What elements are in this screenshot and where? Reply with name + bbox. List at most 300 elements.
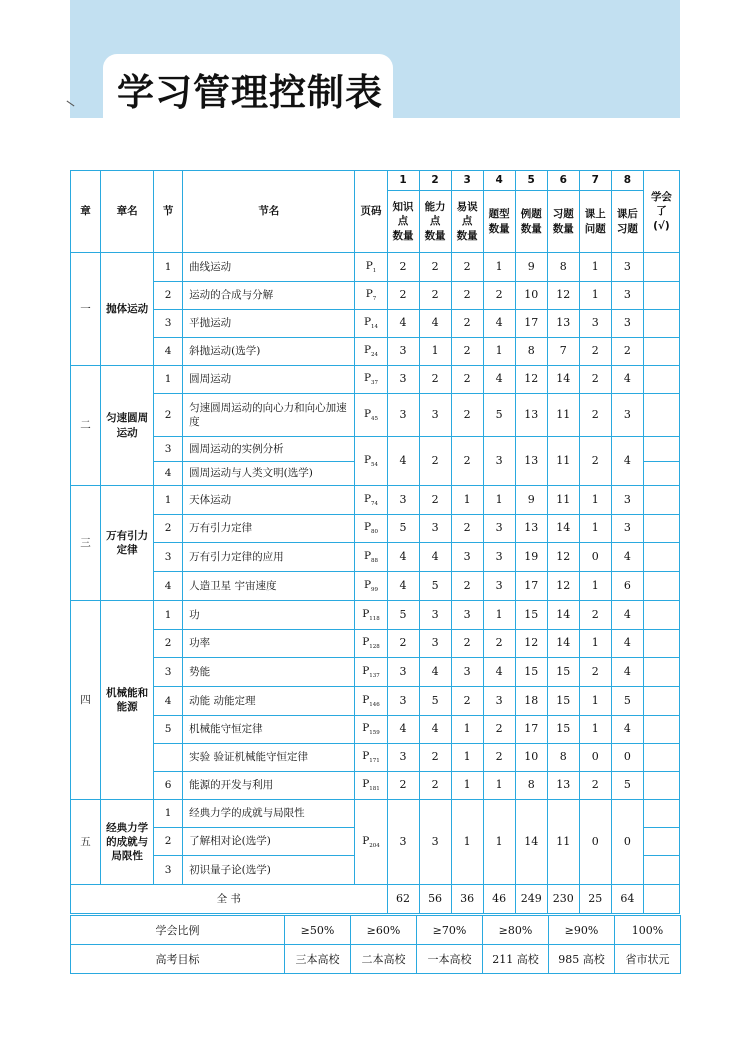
totals-cell: 36 — [451, 885, 483, 914]
page-prefix: P — [363, 549, 372, 562]
count-cell: 4 — [387, 437, 419, 486]
totals-cell: 25 — [579, 885, 611, 914]
count-cell: 14 — [515, 800, 547, 885]
count-cell: 5 — [483, 394, 515, 437]
learned-check-cell — [643, 394, 679, 437]
totals-cell: 64 — [611, 885, 643, 914]
learned-check-cell — [643, 856, 679, 885]
count-cell: 0 — [579, 800, 611, 885]
section-name: 天体运动 — [183, 486, 355, 515]
learned-check-cell — [643, 601, 679, 630]
count-cell: 1 — [483, 486, 515, 515]
header-col-label-line: 数量 — [392, 229, 414, 242]
learned-check-cell — [643, 716, 679, 744]
header-col-label-line: 点 — [397, 215, 409, 228]
count-cell: 1 — [579, 282, 611, 310]
header-col-label — [419, 191, 451, 253]
section-number: 3 — [154, 437, 183, 462]
count-cell: 4 — [419, 543, 451, 572]
page-subscript: 45 — [371, 415, 379, 422]
header-col-label-line: 习题 — [616, 222, 638, 235]
target-cell: 三本高校 — [285, 945, 351, 974]
count-cell: 4 — [419, 658, 451, 687]
count-cell: 2 — [483, 744, 515, 772]
section-name: 斜抛运动(选学) — [183, 338, 355, 366]
count-cell: 3 — [387, 338, 419, 366]
section-number — [154, 744, 183, 772]
ratio-cell: ≥60% — [351, 916, 417, 945]
page-subscript: 137 — [369, 672, 380, 679]
section-name: 功率 — [183, 630, 355, 658]
header-col-label — [387, 191, 419, 253]
header-col-label-line: 易误 — [456, 201, 478, 214]
header-col-number: 4 — [483, 171, 515, 191]
count-cell: 6 — [611, 572, 643, 601]
ratio-cell: ≥90% — [549, 916, 615, 945]
section-name: 平抛运动 — [183, 310, 355, 338]
count-cell: 2 — [451, 366, 483, 394]
count-cell: 3 — [451, 601, 483, 630]
chapter-name: 万有引力定律 — [101, 486, 154, 601]
header-learned — [643, 171, 679, 253]
count-cell: 17 — [515, 310, 547, 338]
page-prefix: P — [362, 778, 370, 791]
page-prefix: P — [363, 372, 372, 385]
count-cell: 17 — [515, 716, 547, 744]
count-cell: 0 — [611, 744, 643, 772]
count-cell: 14 — [547, 630, 579, 658]
count-cell: 7 — [547, 338, 579, 366]
chapter-number: 三 — [71, 486, 101, 601]
count-cell: 4 — [483, 310, 515, 338]
header-col-label-line: 课后 — [616, 208, 638, 221]
count-cell: 2 — [451, 572, 483, 601]
count-cell: 5 — [611, 772, 643, 800]
count-cell: 2 — [419, 366, 451, 394]
totals-label: 全 书 — [71, 885, 388, 914]
header-col-label-line: 数量 — [488, 222, 510, 235]
count-cell: 4 — [611, 437, 643, 486]
section-name: 动能 动能定理 — [183, 687, 355, 716]
learned-check-cell — [643, 687, 679, 716]
count-cell: 3 — [611, 310, 643, 338]
count-cell: 14 — [547, 366, 579, 394]
target-cell: 985 高校 — [549, 945, 615, 974]
count-cell: 3 — [611, 282, 643, 310]
page-subscript: 74 — [371, 500, 379, 507]
count-cell: 5 — [611, 687, 643, 716]
header-learned-line: 了 — [656, 205, 667, 218]
page-prefix: P — [362, 750, 370, 763]
section-name: 圆周运动的实例分析 — [183, 437, 355, 462]
section-name: 机械能守恒定律 — [183, 716, 355, 744]
header-page: 页码 — [355, 171, 387, 253]
count-cell: 1 — [451, 716, 483, 744]
count-cell: 1 — [451, 486, 483, 515]
learned-check-cell — [643, 366, 679, 394]
count-cell: 2 — [419, 772, 451, 800]
section-number: 2 — [154, 828, 183, 856]
header-learned-line: (√) — [653, 219, 670, 232]
count-cell: 2 — [483, 716, 515, 744]
section-number: 3 — [154, 543, 183, 572]
page-prefix: P — [363, 492, 372, 505]
section-number: 1 — [154, 366, 183, 394]
page-prefix: P — [362, 607, 370, 620]
page-prefix: P — [362, 693, 370, 706]
page-subscript: 80 — [371, 529, 379, 536]
chapter-number: 二 — [71, 366, 101, 486]
page-number — [355, 310, 387, 338]
target-cell: 211 高校 — [483, 945, 549, 974]
page-number — [355, 486, 387, 515]
header-col-label-line: 数量 — [520, 222, 542, 235]
page-subscript: 118 — [369, 615, 380, 622]
header-col-number: 6 — [547, 171, 579, 191]
page-title: 学习管理控制表 — [117, 71, 383, 114]
count-cell: 0 — [579, 543, 611, 572]
count-cell: 3 — [419, 800, 451, 885]
header-col-label-line: 知识 — [392, 201, 414, 214]
count-cell: 8 — [515, 338, 547, 366]
chapter-number: 一 — [71, 253, 101, 366]
count-cell: 2 — [419, 744, 451, 772]
count-cell: 3 — [451, 658, 483, 687]
count-cell: 4 — [387, 310, 419, 338]
count-cell: 4 — [611, 658, 643, 687]
page-subscript: 1 — [372, 267, 377, 274]
count-cell: 3 — [419, 394, 451, 437]
count-cell: 13 — [515, 394, 547, 437]
page-number — [355, 282, 387, 310]
header-col-label-line: 问题 — [584, 222, 606, 235]
section-name: 匀速圆周运动的向心力和向心加速度 — [183, 394, 355, 437]
ratio-label: 学会比例 — [71, 916, 285, 945]
page-number — [355, 543, 387, 572]
count-cell: 4 — [483, 658, 515, 687]
count-cell: 0 — [579, 744, 611, 772]
section-name: 圆周运动 — [183, 366, 355, 394]
header-col-label — [515, 191, 547, 253]
target-cell: 二本高校 — [351, 945, 417, 974]
count-cell: 15 — [547, 716, 579, 744]
count-cell: 13 — [547, 310, 579, 338]
section-name: 初识量子论(选学) — [183, 856, 355, 885]
count-cell: 2 — [579, 601, 611, 630]
count-cell: 13 — [547, 772, 579, 800]
count-cell: 12 — [515, 630, 547, 658]
count-cell: 8 — [515, 772, 547, 800]
section-number: 3 — [154, 658, 183, 687]
chapter-name: 机械能和能源 — [101, 601, 154, 800]
chapter-name: 匀速圆周运动 — [101, 366, 154, 486]
header-section-name: 节名 — [183, 171, 355, 253]
header-chapter-name: 章名 — [101, 171, 154, 253]
section-number: 5 — [154, 716, 183, 744]
section-name: 万有引力定律 — [183, 515, 355, 543]
learned-check-cell — [643, 744, 679, 772]
page-prefix: P — [362, 664, 370, 677]
page-prefix: P — [362, 636, 370, 649]
page-number — [355, 338, 387, 366]
count-cell: 1 — [483, 800, 515, 885]
page-number — [355, 658, 387, 687]
count-cell: 2 — [451, 437, 483, 486]
page-number — [355, 630, 387, 658]
count-cell: 5 — [419, 572, 451, 601]
section-number: 3 — [154, 310, 183, 338]
page-subscript: 159 — [369, 730, 380, 737]
page-subscript: 24 — [371, 352, 379, 359]
totals-cell: 230 — [547, 885, 579, 914]
learned-check-cell — [643, 486, 679, 515]
count-cell: 2 — [451, 310, 483, 338]
chapter-number: 五 — [71, 800, 101, 885]
header-col-number: 2 — [419, 171, 451, 191]
section-name: 人造卫星 宇宙速度 — [183, 572, 355, 601]
ratio-cell: ≥80% — [483, 916, 549, 945]
count-cell: 11 — [547, 486, 579, 515]
count-cell: 14 — [547, 601, 579, 630]
header-learned-line: 学会 — [650, 191, 672, 204]
ratio-cell: ≥70% — [417, 916, 483, 945]
count-cell: 2 — [451, 394, 483, 437]
count-cell: 1 — [451, 772, 483, 800]
page-subscript: 14 — [371, 324, 379, 331]
page-prefix: P — [365, 259, 373, 272]
page-subscript: 88 — [371, 557, 379, 564]
section-number: 4 — [154, 462, 183, 486]
page-prefix: P — [363, 316, 372, 329]
learned-check-cell — [643, 543, 679, 572]
learned-check-cell — [643, 630, 679, 658]
page-prefix: P — [363, 578, 372, 591]
count-cell: 3 — [483, 543, 515, 572]
page-number — [355, 800, 387, 885]
header-col-label-line: 习题 — [552, 208, 574, 221]
count-cell: 1 — [579, 716, 611, 744]
page-subscript: 181 — [369, 786, 380, 793]
count-cell: 15 — [547, 687, 579, 716]
count-cell: 4 — [611, 543, 643, 572]
ratio-cell: 100% — [615, 916, 681, 945]
header-col-label-line: 题型 — [488, 208, 510, 221]
header-col-label-line: 能力 — [424, 201, 446, 214]
count-cell: 3 — [387, 744, 419, 772]
page-number — [355, 515, 387, 543]
section-number: 1 — [154, 253, 183, 282]
page-number — [355, 744, 387, 772]
count-cell: 13 — [515, 437, 547, 486]
count-cell: 4 — [419, 716, 451, 744]
count-cell: 5 — [387, 601, 419, 630]
section-number: 2 — [154, 515, 183, 543]
page-prefix: P — [363, 453, 372, 466]
learned-check-cell — [643, 572, 679, 601]
learned-check-cell — [643, 253, 679, 282]
page-subscript: 99 — [371, 586, 379, 593]
page-number — [355, 366, 387, 394]
page-number — [355, 253, 387, 282]
count-cell: 3 — [611, 515, 643, 543]
page-subscript: 204 — [369, 842, 380, 849]
header-col-label — [451, 191, 483, 253]
count-cell: 11 — [547, 800, 579, 885]
section-number: 1 — [154, 486, 183, 515]
count-cell: 3 — [451, 543, 483, 572]
count-cell: 1 — [451, 800, 483, 885]
section-name: 曲线运动 — [183, 253, 355, 282]
totals-learned-cell — [643, 885, 679, 914]
count-cell: 4 — [611, 366, 643, 394]
count-cell: 2 — [419, 282, 451, 310]
page-prefix: P — [362, 834, 370, 847]
header-section: 节 — [154, 171, 183, 253]
count-cell: 8 — [547, 744, 579, 772]
page-number — [355, 716, 387, 744]
count-cell: 2 — [387, 772, 419, 800]
learned-check-cell — [643, 282, 679, 310]
count-cell: 3 — [387, 658, 419, 687]
count-cell: 18 — [515, 687, 547, 716]
count-cell: 0 — [611, 800, 643, 885]
header-col-label — [611, 191, 643, 253]
count-cell: 2 — [451, 687, 483, 716]
count-cell: 12 — [547, 282, 579, 310]
totals-cell: 46 — [483, 885, 515, 914]
section-name: 万有引力定律的应用 — [183, 543, 355, 572]
section-name: 经典力学的成就与局限性 — [183, 800, 355, 828]
count-cell: 4 — [611, 630, 643, 658]
count-cell: 9 — [515, 486, 547, 515]
ratio-cell: ≥50% — [285, 916, 351, 945]
totals-cell: 56 — [419, 885, 451, 914]
count-cell: 2 — [451, 515, 483, 543]
count-cell: 12 — [547, 572, 579, 601]
page-subscript: 7 — [372, 296, 377, 303]
section-name: 功 — [183, 601, 355, 630]
count-cell: 2 — [387, 282, 419, 310]
count-cell: 4 — [387, 572, 419, 601]
count-cell: 15 — [547, 658, 579, 687]
count-cell: 3 — [483, 687, 515, 716]
count-cell: 14 — [547, 515, 579, 543]
count-cell: 3 — [483, 572, 515, 601]
learned-check-cell — [643, 828, 679, 856]
count-cell: 1 — [419, 338, 451, 366]
count-cell: 4 — [611, 716, 643, 744]
count-cell: 3 — [387, 800, 419, 885]
header-col-label-line: 课上 — [584, 208, 606, 221]
count-cell: 1 — [579, 486, 611, 515]
section-number: 2 — [154, 394, 183, 437]
count-cell: 3 — [387, 486, 419, 515]
count-cell: 2 — [419, 486, 451, 515]
page-prefix: P — [365, 288, 373, 301]
count-cell: 3 — [611, 486, 643, 515]
count-cell: 11 — [547, 437, 579, 486]
header-col-number: 8 — [611, 171, 643, 191]
count-cell: 1 — [483, 772, 515, 800]
count-cell: 9 — [515, 253, 547, 282]
chapter-number: 四 — [71, 601, 101, 800]
count-cell: 1 — [579, 630, 611, 658]
count-cell: 1 — [483, 338, 515, 366]
header-col-label — [547, 191, 579, 253]
learned-check-cell — [643, 800, 679, 828]
count-cell: 3 — [611, 394, 643, 437]
count-cell: 8 — [547, 253, 579, 282]
study-control-table — [70, 170, 680, 914]
learned-check-cell — [643, 437, 679, 462]
count-cell: 2 — [387, 253, 419, 282]
count-cell: 2 — [579, 394, 611, 437]
section-number: 4 — [154, 338, 183, 366]
chapter-name: 抛体运动 — [101, 253, 154, 366]
count-cell: 12 — [515, 366, 547, 394]
count-cell: 2 — [451, 338, 483, 366]
section-number: 2 — [154, 282, 183, 310]
chapter-name: 经典力学的成就与局限性 — [101, 800, 154, 885]
count-cell: 2 — [483, 630, 515, 658]
page-subscript: 128 — [369, 644, 380, 651]
page-prefix: P — [363, 407, 372, 420]
learned-check-cell — [643, 462, 679, 486]
header-col-label — [483, 191, 515, 253]
count-cell: 17 — [515, 572, 547, 601]
totals-cell: 249 — [515, 885, 547, 914]
page-prefix: P — [362, 722, 370, 735]
count-cell: 15 — [515, 601, 547, 630]
count-cell: 12 — [547, 543, 579, 572]
count-cell: 15 — [515, 658, 547, 687]
section-number: 4 — [154, 572, 183, 601]
count-cell: 2 — [451, 282, 483, 310]
count-cell: 1 — [483, 253, 515, 282]
header-col-label-line: 数量 — [456, 229, 478, 242]
learned-check-cell — [643, 658, 679, 687]
section-name: 了解相对论(选学) — [183, 828, 355, 856]
header-col-label-line: 数量 — [552, 222, 574, 235]
count-cell: 2 — [483, 282, 515, 310]
count-cell: 1 — [451, 744, 483, 772]
count-cell: 2 — [579, 437, 611, 486]
count-cell: 1 — [483, 601, 515, 630]
page-number — [355, 772, 387, 800]
header-col-label-line: 例题 — [520, 208, 542, 221]
section-number: 1 — [154, 601, 183, 630]
target-cell: 一本高校 — [417, 945, 483, 974]
header-col-number: 5 — [515, 171, 547, 191]
count-cell: 11 — [547, 394, 579, 437]
learned-check-cell — [643, 338, 679, 366]
page-number — [355, 687, 387, 716]
section-name: 势能 — [183, 658, 355, 687]
count-cell: 2 — [579, 658, 611, 687]
page-subscript: 171 — [369, 758, 380, 765]
count-cell: 4 — [387, 716, 419, 744]
header-col-label-line: 数量 — [424, 229, 446, 242]
section-name: 运动的合成与分解 — [183, 282, 355, 310]
count-cell: 3 — [419, 601, 451, 630]
count-cell: 1 — [579, 253, 611, 282]
count-cell: 10 — [515, 744, 547, 772]
learned-check-cell — [643, 310, 679, 338]
learned-check-cell — [643, 772, 679, 800]
page-prefix: P — [363, 344, 372, 357]
page-number — [355, 601, 387, 630]
header-col-number: 3 — [451, 171, 483, 191]
